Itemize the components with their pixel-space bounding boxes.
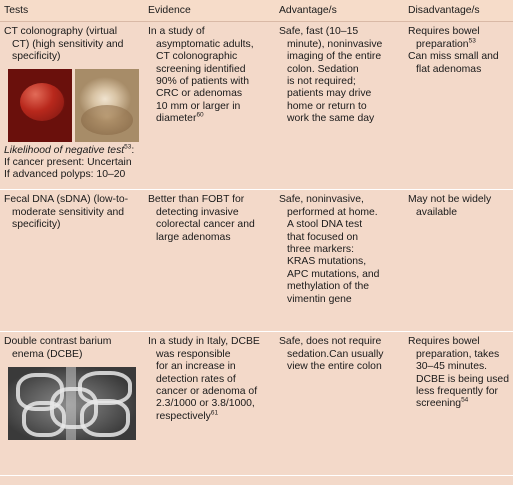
disadvantage-line: screening$^{54}$ — [416, 396, 469, 410]
disadvantage-line: available — [416, 206, 458, 218]
evidence-line: detecting invasive — [156, 206, 239, 218]
advantage-line: Safe, fast (10–15 — [279, 26, 359, 38]
advantage-line: imaging of the entire — [287, 51, 382, 63]
advantage-line: performed at home. — [287, 206, 378, 218]
header-disadvantages: Disadvantage/s — [404, 0, 513, 22]
evidence-line: asymptomatic adults, — [156, 38, 254, 50]
evidence-line: large adenomas — [156, 231, 231, 243]
test-name-line: Fecal DNA (sDNA) (low-to- — [4, 194, 129, 206]
advantage-line: that focused on — [287, 231, 359, 243]
evidence-line: respectively$^{61}$ — [156, 409, 219, 422]
test-images — [8, 69, 140, 142]
advantage-cell — [275, 22, 404, 190]
advantage-line: three markers: — [287, 244, 354, 256]
evidence-line: 2.3/1000 or 3.8/1000, — [156, 398, 255, 410]
header-evidence: Evidence — [144, 0, 275, 22]
disadvantage-line: preparation$^{53}$ — [416, 37, 476, 50]
likelihood-cancer: If cancer present: Uncertain — [4, 157, 132, 169]
disadvantage-line: Requires bowel — [408, 336, 480, 348]
evidence-line: Better than FOBT for — [148, 194, 245, 206]
evidence-line: CRC or adenomas — [156, 88, 243, 100]
likelihood-label: Likelihood of negative test$^{53}$: — [4, 143, 135, 156]
disadvantage-cell — [404, 190, 513, 332]
evidence-cell — [144, 190, 275, 332]
evidence-line: colorectal cancer and — [156, 219, 255, 231]
header-row — [0, 0, 513, 22]
table-row — [0, 190, 513, 332]
advantage-line: view the entire colon — [287, 361, 382, 373]
test-name-line: enema (DCBE) — [12, 348, 83, 360]
endoscopic-polyp-image — [8, 69, 72, 142]
advantage-line: A stool DNA test — [287, 219, 363, 231]
test-cell — [0, 190, 144, 332]
advantage-line: Safe, does not require — [279, 336, 382, 348]
advantage-line: minute), noninvasive — [287, 38, 383, 50]
advantage-line: methylation of the — [287, 281, 370, 293]
advantage-line: KRAS mutations, — [287, 256, 367, 268]
advantage-line: is not required; — [287, 76, 356, 88]
evidence-line: In a study of — [148, 26, 205, 38]
evidence-cell — [144, 22, 275, 190]
test-name-line: Double contrast barium — [4, 336, 112, 348]
barium-enema-xray-image — [8, 367, 136, 440]
evidence-line: In a study in Italy, DCBE — [148, 336, 260, 348]
disadvantage-cell — [404, 22, 513, 190]
advantage-line: sedation.Can usually — [287, 348, 384, 360]
evidence-line: diameter$^{60}$ — [156, 111, 204, 125]
header-tests: Tests — [0, 0, 144, 22]
evidence-line: was responsible — [156, 348, 231, 360]
disadvantage-line: May not be widely — [408, 194, 492, 206]
evidence-cell — [144, 332, 275, 476]
disadvantage-line: preparation, takes — [416, 348, 500, 360]
disadvantage-line: DCBE is being used — [416, 373, 509, 385]
evidence-line: 90% of patients with — [156, 76, 249, 88]
test-cell — [0, 22, 144, 190]
advantage-line: Safe, noninvasive, — [279, 194, 364, 206]
evidence-line: CT colonographic — [156, 51, 238, 63]
test-name-line: moderate sensitivity and — [12, 206, 125, 218]
disadvantage-line: less frequently for — [416, 386, 499, 398]
test-name-line: CT) (high sensitivity and — [12, 38, 124, 50]
advantage-line: home or return to — [287, 100, 367, 112]
advantage-cell — [275, 190, 404, 332]
test-name-line: CT colonography (virtual — [4, 26, 118, 38]
evidence-line: cancer or adenoma of — [156, 386, 258, 398]
table-row — [0, 332, 513, 476]
advantage-line: colon. Sedation — [287, 63, 359, 75]
advantage-line: patients may drive — [287, 88, 372, 100]
likelihood-polyps: If advanced polyps: 10–20 — [4, 169, 126, 181]
disadvantage-line: flat adenomas — [416, 63, 482, 75]
advantage-line: APC mutations, and — [287, 268, 380, 280]
test-cell — [0, 332, 144, 476]
colon-mucosa-image — [75, 69, 139, 142]
advantage-cell — [275, 332, 404, 476]
disadvantage-line: Can miss small and — [408, 51, 499, 63]
evidence-line: screening identified — [156, 63, 246, 75]
disadvantage-cell — [404, 332, 513, 476]
evidence-line: for an increase in — [156, 361, 236, 373]
test-name-line: specificity) — [12, 51, 61, 63]
advantage-line: vimentin gene — [287, 293, 352, 305]
evidence-line: 10 mm or larger in — [156, 100, 241, 112]
test-name-line: specificity) — [12, 219, 61, 231]
disadvantage-line: 30–45 minutes. — [416, 361, 488, 373]
header-advantages: Advantage/s — [275, 0, 404, 22]
evidence-line: detection rates of — [156, 373, 236, 385]
advantage-line: work the same day — [287, 113, 375, 125]
table-row — [0, 22, 513, 190]
disadvantage-line: Requires bowel — [408, 26, 480, 38]
